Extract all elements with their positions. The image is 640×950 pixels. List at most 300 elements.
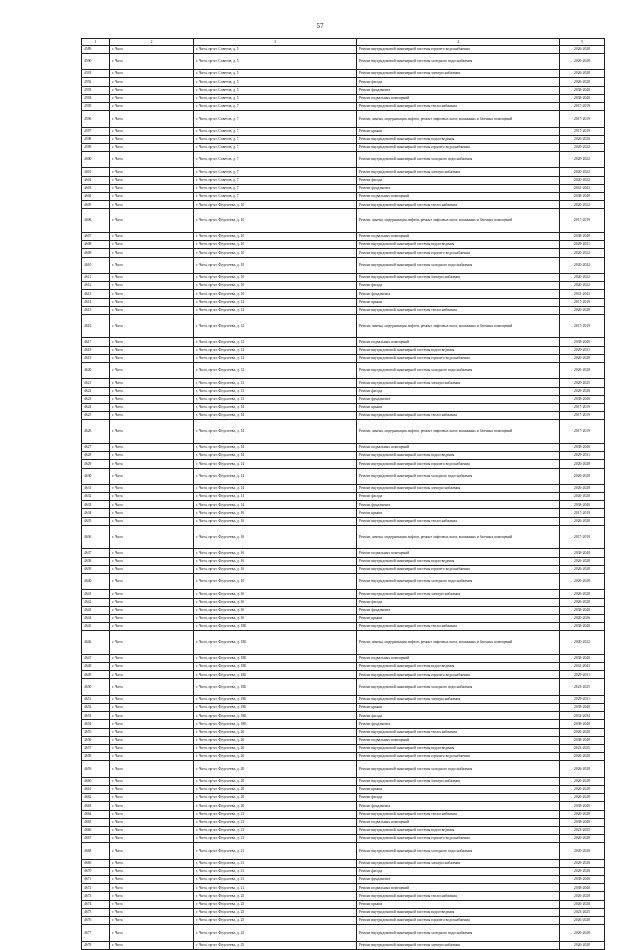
cell-city: г. Чита bbox=[110, 712, 194, 720]
cell-address: г. Чита, пр-кт. Федосеева, д. 14 bbox=[194, 501, 357, 509]
table-row bbox=[82, 908, 605, 916]
table-row bbox=[82, 761, 605, 777]
cell-city: г. Чита bbox=[110, 736, 194, 744]
cell-city: г. Чита bbox=[110, 94, 194, 102]
cell-work: Ремонт подвальных помещений bbox=[357, 443, 560, 451]
cell-work: Ремонт фасада bbox=[357, 176, 560, 184]
cell-work: Ремонт внутридомовой инженерной системы электроснабжения bbox=[357, 941, 560, 949]
table-row bbox=[82, 517, 605, 525]
cell-number: 4643 bbox=[82, 606, 110, 614]
cell-number: 4614 bbox=[82, 298, 110, 306]
cell-work: Ремонт внутридомовой инженерной системы горячего водоснабжения bbox=[357, 753, 560, 761]
cell-work: Ремонт фасада bbox=[357, 867, 560, 875]
table-row bbox=[82, 184, 605, 192]
cell-address: г. Чита, пр-кт. Федосеева, д. 18Б bbox=[194, 654, 357, 662]
cell-work: Ремонт крыши bbox=[357, 403, 560, 411]
cell-city: г. Чита bbox=[110, 574, 194, 590]
table-row bbox=[82, 606, 605, 614]
cell-city: г. Чита bbox=[110, 249, 194, 257]
table-row bbox=[82, 53, 605, 69]
cell-number: 4653 bbox=[82, 712, 110, 720]
cell-period: 2032-2034 bbox=[560, 712, 605, 720]
table-row bbox=[82, 631, 605, 655]
cell-work: Ремонт фундамента bbox=[357, 184, 560, 192]
cell-period: 2020-2022 bbox=[560, 282, 605, 290]
cell-work: Ремонт внутридомовой инженерной системы электроснабжения bbox=[357, 777, 560, 785]
table-row bbox=[82, 168, 605, 176]
header-row bbox=[82, 39, 605, 46]
cell-city: г. Чита bbox=[110, 704, 194, 712]
cell-number: 4671 bbox=[82, 876, 110, 884]
cell-period: 2038-2040 bbox=[560, 818, 605, 826]
cell-city: г. Чита bbox=[110, 867, 194, 875]
cell-city: г. Чита bbox=[110, 193, 194, 201]
table-row bbox=[82, 867, 605, 875]
cell-address: г. Чита, пр-кт. Федосеева, д. 14 bbox=[194, 460, 357, 468]
table-row bbox=[82, 549, 605, 557]
cell-address: г. Чита, пр-кт. Федосеева, д. 16 bbox=[194, 565, 357, 573]
cell-address: г. Чита, пр-кт. Федосеева, д. 16 bbox=[194, 517, 357, 525]
cell-address: г. Чита, пр-кт. Федосеева, д. 16 bbox=[194, 614, 357, 622]
cell-work: Ремонт крыши bbox=[357, 509, 560, 517]
cell-work: Ремонт внутридомовой инженерной системы теплоснабжения bbox=[357, 623, 560, 631]
cell-number: 4603 bbox=[82, 184, 110, 192]
cell-work: Ремонт внутридомовой инженерной системы водоотведения bbox=[357, 135, 560, 143]
cell-city: г. Чита bbox=[110, 53, 194, 69]
table-row bbox=[82, 111, 605, 127]
cell-work: Ремонт фундамента bbox=[357, 606, 560, 614]
cell-address: г. Чита, пр-кт. Федосеева, д. 20 bbox=[194, 736, 357, 744]
cell-address: г. Чита, пр-кт. Федосеева, д. 12 bbox=[194, 379, 357, 387]
cell-number: 4657 bbox=[82, 745, 110, 753]
cell-number: 4669 bbox=[82, 859, 110, 867]
table-row bbox=[82, 736, 605, 744]
cell-work: Ремонт внутридомовой инженерной системы теплоснабжения bbox=[357, 201, 560, 209]
cell-number: 4658 bbox=[82, 753, 110, 761]
cell-work: Ремонт подвальных помещений bbox=[357, 338, 560, 346]
table-row bbox=[82, 86, 605, 94]
cell-period: 2020-2022 bbox=[560, 143, 605, 151]
table-row bbox=[82, 363, 605, 379]
cell-address: г. Чита, пр-кт. Федосеева, д. 25 bbox=[194, 892, 357, 900]
header-cell-number: 1 bbox=[82, 39, 110, 46]
table-row bbox=[82, 127, 605, 135]
table-row bbox=[82, 671, 605, 679]
cell-period: 2026-2028 bbox=[560, 484, 605, 492]
cell-address: г. Чита, пр-кт. Федосеева, д. 21 bbox=[194, 818, 357, 826]
cell-number: 4661 bbox=[82, 785, 110, 793]
cell-address: г. Чита, пр-кт. Федосеева, д. 18Б bbox=[194, 663, 357, 671]
cell-address: г. Чита, пр-кт. Советов, д. 5 bbox=[194, 45, 357, 53]
table-row bbox=[82, 916, 605, 924]
cell-number: 4638 bbox=[82, 557, 110, 565]
cell-work: Ремонт крыши bbox=[357, 900, 560, 908]
cell-period: 2038-2040 bbox=[560, 654, 605, 662]
cell-city: г. Чита bbox=[110, 859, 194, 867]
cell-city: г. Чита bbox=[110, 45, 194, 53]
cell-address: г. Чита, пр-кт. Федосеева, д. 20 bbox=[194, 753, 357, 761]
cell-number: 4636 bbox=[82, 525, 110, 549]
cell-number: 4647 bbox=[82, 654, 110, 662]
cell-period: 2041-2043 bbox=[560, 184, 605, 192]
table-row bbox=[82, 728, 605, 736]
cell-number: 4623 bbox=[82, 395, 110, 403]
cell-period: 2020-2022 bbox=[560, 201, 605, 209]
cell-address: г. Чита, пр-кт. Советов, д. 5 bbox=[194, 70, 357, 78]
cell-city: г. Чита bbox=[110, 565, 194, 573]
cell-city: г. Чита bbox=[110, 884, 194, 892]
cell-period: 2038-2040 bbox=[560, 94, 605, 102]
cell-address: г. Чита, пр-кт. Федосеева, д. 18Б bbox=[194, 704, 357, 712]
table-row bbox=[82, 387, 605, 395]
cell-number: 4668 bbox=[82, 843, 110, 859]
table-row bbox=[82, 249, 605, 257]
cell-number: 4651 bbox=[82, 695, 110, 703]
cell-period: 2026-2028 bbox=[560, 387, 605, 395]
table-row bbox=[82, 412, 605, 420]
cell-work: Ремонт внутридомовой инженерной системы холодного водоснабжения bbox=[357, 679, 560, 695]
cell-city: г. Чита bbox=[110, 420, 194, 444]
table-row bbox=[82, 802, 605, 810]
table-row bbox=[82, 493, 605, 501]
table-row bbox=[82, 152, 605, 168]
cell-address: г. Чита, пр-кт. Федосеева, д. 25 bbox=[194, 916, 357, 924]
table-row bbox=[82, 403, 605, 411]
cell-address: г. Чита, пр-кт. Федосеева, д. 21 bbox=[194, 843, 357, 859]
cell-work: Ремонт внутридомовой инженерной системы горячего водоснабжения bbox=[357, 45, 560, 53]
cell-address: г. Чита, пр-кт. Федосеева, д. 18Б bbox=[194, 712, 357, 720]
cell-city: г. Чита bbox=[110, 679, 194, 695]
table-row bbox=[82, 102, 605, 110]
cell-period: 2029-2031 bbox=[560, 671, 605, 679]
cell-period: 2038-2040 bbox=[560, 884, 605, 892]
cell-number: 4642 bbox=[82, 598, 110, 606]
cell-period: 2017-2019 bbox=[560, 509, 605, 517]
cell-address: г. Чита, пр-кт. Советов, д. 7 bbox=[194, 176, 357, 184]
cell-period: 2017-2019 bbox=[560, 314, 605, 338]
cell-work: Ремонт подвальных помещений bbox=[357, 94, 560, 102]
cell-period: 2017-2019 bbox=[560, 412, 605, 420]
cell-city: г. Чита bbox=[110, 728, 194, 736]
cell-address: г. Чита, пр-кт. Федосеева, д. 21 bbox=[194, 835, 357, 843]
cell-work: Ремонт внутридомовой инженерной системы электроснабжения bbox=[357, 859, 560, 867]
cell-address: г. Чита, пр-кт. Федосеева, д. 10 bbox=[194, 232, 357, 240]
table-row bbox=[82, 143, 605, 151]
cell-city: г. Чита bbox=[110, 557, 194, 565]
cell-address: г. Чита, пр-кт. Федосеева, д. 10 bbox=[194, 257, 357, 273]
cell-period: 2038-2040 bbox=[560, 736, 605, 744]
cell-city: г. Чита bbox=[110, 810, 194, 818]
cell-period: 2026-2028 bbox=[560, 557, 605, 565]
cell-city: г. Чита bbox=[110, 777, 194, 785]
cell-work: Ремонт внутридомовой инженерной системы холодного водоснабжения bbox=[357, 257, 560, 273]
cell-city: г. Чита bbox=[110, 443, 194, 451]
cell-work: Ремонт подвальных помещений bbox=[357, 736, 560, 744]
cell-address: г. Чита, пр-кт. Федосеева, д. 21 bbox=[194, 826, 357, 834]
cell-address: г. Чита, пр-кт. Федосеева, д. 12 bbox=[194, 306, 357, 314]
cell-city: г. Чита bbox=[110, 209, 194, 233]
cell-work: Ремонт, замена, модернизация лифтов, ремонт лифтовых шахт, машинных и блочных помещений bbox=[357, 631, 560, 655]
cell-period: 2041-2043 bbox=[560, 290, 605, 298]
cell-city: г. Чита bbox=[110, 623, 194, 631]
cell-number: 4612 bbox=[82, 282, 110, 290]
cell-work: Ремонт фундамента bbox=[357, 720, 560, 728]
table-row bbox=[82, 876, 605, 884]
cell-number: 4631 bbox=[82, 484, 110, 492]
table-row bbox=[82, 484, 605, 492]
cell-address: г. Чита, пр-кт. Федосеева, д. 14 bbox=[194, 493, 357, 501]
table-body bbox=[82, 45, 605, 949]
cell-address: г. Чита, пр-кт. Федосеева, д. 16 bbox=[194, 598, 357, 606]
cell-work: Ремонт подвальных помещений bbox=[357, 818, 560, 826]
cell-period: 2026-2028 bbox=[560, 761, 605, 777]
cell-number: 4611 bbox=[82, 273, 110, 281]
table-row bbox=[82, 614, 605, 622]
cell-period: 2020-2022 bbox=[560, 152, 605, 168]
cell-city: г. Чита bbox=[110, 282, 194, 290]
table-row bbox=[82, 420, 605, 444]
cell-city: г. Чита bbox=[110, 720, 194, 728]
cell-number: 4610 bbox=[82, 257, 110, 273]
cell-number: 4677 bbox=[82, 925, 110, 941]
cell-work: Ремонт внутридомовой инженерной системы теплоснабжения bbox=[357, 892, 560, 900]
cell-number: 4654 bbox=[82, 720, 110, 728]
cell-city: г. Чита bbox=[110, 671, 194, 679]
cell-period: 2020-2028 bbox=[560, 843, 605, 859]
cell-city: г. Чита bbox=[110, 908, 194, 916]
cell-city: г. Чита bbox=[110, 346, 194, 354]
table-row bbox=[82, 257, 605, 273]
cell-work: Ремонт внутридомовой инженерной системы холодного водоснабжения bbox=[357, 53, 560, 69]
cell-city: г. Чита bbox=[110, 941, 194, 949]
cell-address: г. Чита, пр-кт. Федосеева, д. 10 bbox=[194, 249, 357, 257]
cell-number: 4649 bbox=[82, 671, 110, 679]
cell-number: 4629 bbox=[82, 460, 110, 468]
cell-address: г. Чита, пр-кт. Федосеева, д. 18Б bbox=[194, 679, 357, 695]
cell-number: 4664 bbox=[82, 810, 110, 818]
cell-city: г. Чита bbox=[110, 826, 194, 834]
cell-work: Ремонт фасада bbox=[357, 712, 560, 720]
cell-city: г. Чита bbox=[110, 86, 194, 94]
cell-city: г. Чита bbox=[110, 892, 194, 900]
cell-address: г. Чита, пр-кт. Федосеева, д. 21 bbox=[194, 867, 357, 875]
cell-period: 2026-2028 bbox=[560, 777, 605, 785]
cell-city: г. Чита bbox=[110, 802, 194, 810]
cell-work: Ремонт внутридомовой инженерной системы теплоснабжения bbox=[357, 102, 560, 110]
cell-city: г. Чита bbox=[110, 168, 194, 176]
cell-period: 2026-2028 bbox=[560, 941, 605, 949]
cell-number: 4621 bbox=[82, 379, 110, 387]
cell-period: 2038-2040 bbox=[560, 549, 605, 557]
table-row bbox=[82, 452, 605, 460]
cell-address: г. Чита, пр-кт. Советов, д. 7 bbox=[194, 135, 357, 143]
cell-period: 2023-2025 bbox=[560, 908, 605, 916]
cell-number: 4602 bbox=[82, 176, 110, 184]
table-row bbox=[82, 785, 605, 793]
cell-number: 4595 bbox=[82, 102, 110, 110]
cell-number: 4645 bbox=[82, 623, 110, 631]
cell-period: 2017-2019 bbox=[560, 102, 605, 110]
cell-number: 4648 bbox=[82, 663, 110, 671]
table-row bbox=[82, 509, 605, 517]
cell-city: г. Чита bbox=[110, 298, 194, 306]
cell-work: Ремонт фасада bbox=[357, 387, 560, 395]
table-row bbox=[82, 753, 605, 761]
cell-city: г. Чита bbox=[110, 695, 194, 703]
cell-period: 2026-2028 bbox=[560, 53, 605, 69]
table-row bbox=[82, 679, 605, 695]
cell-period: 2041-2043 bbox=[560, 663, 605, 671]
cell-address: г. Чита, пр-кт. Федосеева, д. 20 bbox=[194, 728, 357, 736]
table-row bbox=[82, 460, 605, 468]
cell-period: 2026-2028 bbox=[560, 835, 605, 843]
cell-work: Ремонт фундамента bbox=[357, 876, 560, 884]
table-row bbox=[82, 925, 605, 941]
table-row bbox=[82, 135, 605, 143]
cell-number: 4622 bbox=[82, 387, 110, 395]
cell-address: г. Чита, пр-кт. Федосеева, д. 10 bbox=[194, 273, 357, 281]
cell-period: 2038-2040 bbox=[560, 720, 605, 728]
cell-period: 2026-2028 bbox=[560, 354, 605, 362]
cell-work: Ремонт внутридомовой инженерной системы холодного водоснабжения bbox=[357, 843, 560, 859]
cell-number: 4665 bbox=[82, 818, 110, 826]
cell-city: г. Чита bbox=[110, 306, 194, 314]
cell-number: 4641 bbox=[82, 590, 110, 598]
cell-work: Ремонт внутридомовой инженерной системы холодного водоснабжения bbox=[357, 574, 560, 590]
cell-period: 2029-2031 bbox=[560, 241, 605, 249]
table-row bbox=[82, 209, 605, 233]
cell-work: Ремонт внутридомовой инженерной системы горячего водоснабжения bbox=[357, 916, 560, 924]
cell-period: 2020-2026 bbox=[560, 614, 605, 622]
cell-period: 2026-2028 bbox=[560, 78, 605, 86]
cell-period: 2023-2025 bbox=[560, 679, 605, 695]
cell-address: г. Чита, пр-кт. Федосеева, д. 18Б bbox=[194, 695, 357, 703]
cell-address: г. Чита, пр-кт. Советов, д. 7 bbox=[194, 184, 357, 192]
cell-period: 2038-2040 bbox=[560, 802, 605, 810]
cell-address: г. Чита, пр-кт. Федосеева, д. 25 bbox=[194, 925, 357, 941]
cell-address: г. Чита, пр-кт. Федосеева, д. 12 bbox=[194, 346, 357, 354]
table-row bbox=[82, 94, 605, 102]
cell-period: 2020-2022 bbox=[560, 273, 605, 281]
cell-period: 2026-2028 bbox=[560, 925, 605, 941]
cell-number: 4608 bbox=[82, 241, 110, 249]
cell-address: г. Чита, пр-кт. Советов, д. 7 bbox=[194, 168, 357, 176]
cell-number: 4646 bbox=[82, 631, 110, 655]
cell-number: 4630 bbox=[82, 468, 110, 484]
table-row bbox=[82, 884, 605, 892]
header-cell-period: 5 bbox=[560, 39, 605, 46]
cell-period: 2026-2028 bbox=[560, 45, 605, 53]
cell-work: Ремонт внутридомовой инженерной системы водоотведения bbox=[357, 557, 560, 565]
table-row bbox=[82, 338, 605, 346]
cell-period: 2020-2022 bbox=[560, 168, 605, 176]
cell-work: Ремонт внутридомовой инженерной системы теплоснабжения bbox=[357, 728, 560, 736]
cell-work: Ремонт внутридомовой инженерной системы водоотведения bbox=[357, 346, 560, 354]
cell-city: г. Чита bbox=[110, 590, 194, 598]
cell-work: Ремонт внутридомовой инженерной системы теплоснабжения bbox=[357, 810, 560, 818]
cell-number: 4607 bbox=[82, 232, 110, 240]
cell-address: г. Чита, пр-кт. Федосеева, д. 21 bbox=[194, 884, 357, 892]
cell-period: 2029-2031 bbox=[560, 695, 605, 703]
cell-address: г. Чита, пр-кт. Федосеева, д. 10 bbox=[194, 290, 357, 298]
table-row bbox=[82, 818, 605, 826]
table-row bbox=[82, 565, 605, 573]
cell-address: г. Чита, пр-кт. Федосеева, д. 18Б bbox=[194, 671, 357, 679]
table-row bbox=[82, 892, 605, 900]
cell-city: г. Чита bbox=[110, 663, 194, 671]
cell-city: г. Чита bbox=[110, 395, 194, 403]
cell-address: г. Чита, пр-кт. Федосеева, д. 12 bbox=[194, 314, 357, 338]
cell-number: 4650 bbox=[82, 679, 110, 695]
cell-address: г. Чита, пр-кт. Федосеева, д. 12 bbox=[194, 298, 357, 306]
cell-address: г. Чита, пр-кт. Советов, д. 7 bbox=[194, 102, 357, 110]
cell-work: Ремонт подвальных помещений bbox=[357, 654, 560, 662]
cell-work: Ремонт внутридомовой инженерной системы водоотведения bbox=[357, 241, 560, 249]
cell-city: г. Чита bbox=[110, 290, 194, 298]
cell-address: г. Чита, пр-кт. Федосеева, д. 18Б bbox=[194, 720, 357, 728]
cell-address: г. Чита, пр-кт. Советов, д. 7 bbox=[194, 111, 357, 127]
cell-number: 4590 bbox=[82, 53, 110, 69]
cell-period: 2020-2022 bbox=[560, 176, 605, 184]
cell-work: Ремонт крыши bbox=[357, 704, 560, 712]
cell-work: Ремонт фундамента bbox=[357, 86, 560, 94]
cell-city: г. Чита bbox=[110, 916, 194, 924]
cell-period: 2017-2019 bbox=[560, 209, 605, 233]
cell-city: г. Чита bbox=[110, 111, 194, 127]
cell-number: 4625 bbox=[82, 412, 110, 420]
cell-work: Ремонт внутридомовой инженерной системы холодного водоснабжения bbox=[357, 152, 560, 168]
cell-city: г. Чита bbox=[110, 468, 194, 484]
cell-city: г. Чита bbox=[110, 654, 194, 662]
cell-period: 2026-2028 bbox=[560, 590, 605, 598]
cell-city: г. Чита bbox=[110, 606, 194, 614]
cell-work: Ремонт внутридомовой инженерной системы водоотведения bbox=[357, 908, 560, 916]
cell-work: Ремонт внутридомовой инженерной системы водоотведения bbox=[357, 663, 560, 671]
cell-city: г. Чита bbox=[110, 794, 194, 802]
table-row bbox=[82, 810, 605, 818]
cell-number: 4604 bbox=[82, 193, 110, 201]
cell-period: 2020-2022 bbox=[560, 257, 605, 273]
cell-number: 4659 bbox=[82, 761, 110, 777]
cell-work: Ремонт внутридомовой инженерной системы электроснабжения bbox=[357, 695, 560, 703]
cell-work: Ремонт фундамента bbox=[357, 290, 560, 298]
cell-work: Ремонт фасада bbox=[357, 78, 560, 86]
cell-address: г. Чита, пр-кт. Федосеева, д. 14 bbox=[194, 468, 357, 484]
cell-city: г. Чита bbox=[110, 403, 194, 411]
cell-number: 4663 bbox=[82, 802, 110, 810]
cell-period: 2026-2028 bbox=[560, 859, 605, 867]
cell-address: г. Чита, пр-кт. Федосеева, д. 12 bbox=[194, 395, 357, 403]
cell-number: 4624 bbox=[82, 403, 110, 411]
cell-city: г. Чита bbox=[110, 509, 194, 517]
table-row bbox=[82, 663, 605, 671]
cell-city: г. Чита bbox=[110, 273, 194, 281]
cell-work: Ремонт крыши bbox=[357, 614, 560, 622]
cell-number: 4596 bbox=[82, 111, 110, 127]
cell-period: 2023-2025 bbox=[560, 745, 605, 753]
cell-work: Ремонт, замена, модернизация лифтов, ремонт лифтовых шахт, машинных и блочных помещений bbox=[357, 420, 560, 444]
cell-period: 2026-2028 bbox=[560, 728, 605, 736]
cell-work: Ремонт внутридомовой инженерной системы горячего водоснабжения bbox=[357, 835, 560, 843]
cell-work: Ремонт крыши bbox=[357, 127, 560, 135]
cell-address: г. Чита, пр-кт. Советов, д. 5 bbox=[194, 53, 357, 69]
cell-city: г. Чита bbox=[110, 925, 194, 941]
cell-address: г. Чита, пр-кт. Федосеева, д. 16 bbox=[194, 606, 357, 614]
cell-number: 4637 bbox=[82, 549, 110, 557]
cell-period: 2026-2028 bbox=[560, 794, 605, 802]
cell-address: г. Чита, пр-кт. Федосеева, д. 12 bbox=[194, 387, 357, 395]
cell-city: г. Чита bbox=[110, 78, 194, 86]
